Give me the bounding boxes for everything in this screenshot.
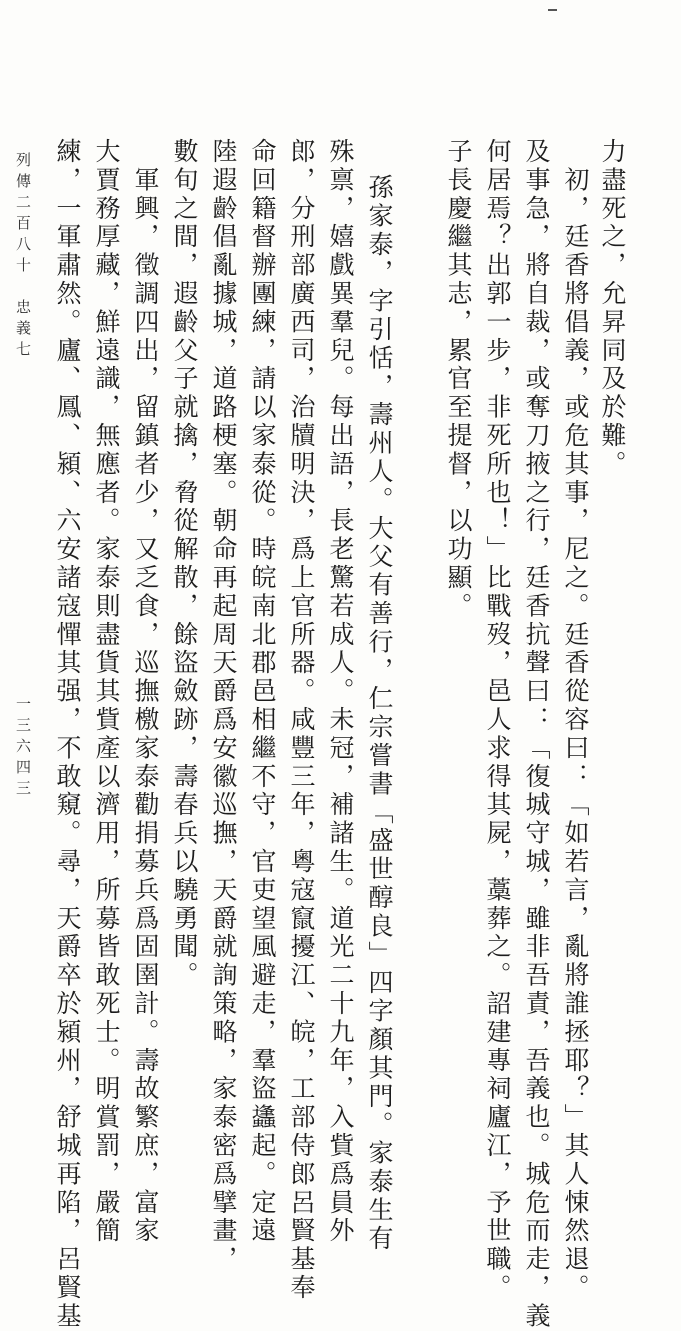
text-column-2: 初，廷香將倡義，或危其事，尼之。廷香從容曰：「如若言，亂將誰拯耶？」其人悚然退。: [561, 138, 590, 1303]
text-column-5: 子長慶繼其志，累官至提督，以功顯。: [444, 138, 473, 621]
text-column-9: 命回籍督辦團練，請以家泰從。時皖南北郡邑相繼不守，官吏望風避走，羣盜蠭起。定遠: [248, 138, 277, 1246]
text-column-14: 練，一軍肅然。廬、鳳、潁、六安諸寇憚其强，不敢窺。尋，天爵卒於潁州，舒城再陷，呂賢基: [53, 138, 82, 1331]
print-mark: [548, 9, 557, 11]
text-column-11: 數旬之間，遐齡父子就擒，脅從解散，餘盜斂跡，壽春兵以驍勇聞。: [170, 138, 199, 990]
text-column-12: 軍興，徵調四出，留鎮者少，又乏食，巡撫檄家泰勸捐募兵爲固圉計。壽故繁庶，富家: [131, 138, 160, 1246]
page-number: 一三六四三: [14, 696, 32, 801]
text-column-1: 力盡死之，允昇同及於難。: [598, 138, 627, 479]
text-column-4: 何居焉？出郭一步，非死所也！」比戰歿，邑人求得其屍，藁葬之。詔建專祠廬江，予世職。: [483, 138, 512, 1303]
running-head: 列傳二百八十 忠義七: [14, 152, 32, 362]
text-column-8: 郎，分刑部廣西司，治牘明決，爲上官所器。咸豐三年，粵寇竄擾江、皖，工部侍郎呂賢基奉: [287, 138, 316, 1303]
text-column-13: 大賈務厚藏，鮮遠識，無應者。家泰則盡貨其貲產以濟用，所募皆敢死士。明賞罰，嚴簡: [92, 138, 121, 1246]
text-column-7: 殊禀，嬉戲異羣兒。每出語，長老驚若成人。未冠，補諸生。道光二十九年，入貲爲員外: [326, 138, 355, 1246]
text-column-3: 及事急，將自裁，或奪刀掖之行，廷香抗聲曰：「復城守城，雖非吾責，吾義也。城危而走，義: [522, 138, 551, 1331]
text-column-6: 孫家泰，字引恬，壽州人。大父有善行，仁宗嘗書「盛世醇良」四字顏其門。家泰生有: [365, 174, 394, 1254]
text-column-10: 陸遐齡倡亂據城，道路梗塞。朝命再起周天爵爲安徽巡撫，天爵就詢策略，家泰密爲擘畫，: [209, 138, 238, 1274]
